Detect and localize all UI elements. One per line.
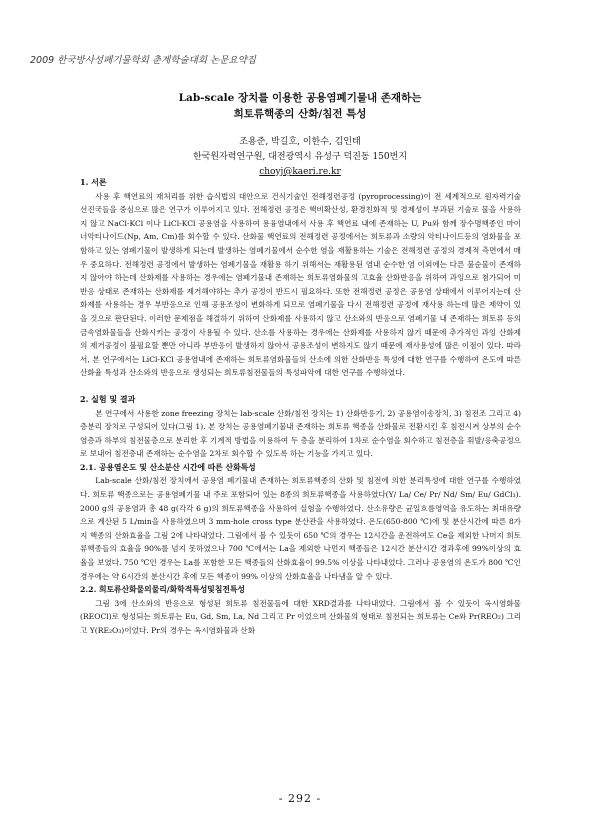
section-1-heading: 1. 서론: [80, 177, 107, 187]
title-block: [0, 90, 600, 122]
paper-body: [80, 176, 521, 638]
author-list: 조용준, 박길호, 이한수, 김인태: [239, 137, 361, 147]
section-2-paragraph: 본 연구에서 사용한 zone freezing 장치는 lab-scale 산화/침전 장치는 1) 산화반응기, 2) 공용염이송장치, 3) 침전조 그리고 4) 층분리 장치로 구성되어 있다(그림 1). 본 장치는 공용염폐기물내 존재하는 희토류 핵종을 산화물로 전환시킨 후 침전시켜 상부의 순수염층과 하부의 침전물층으로 분리한 후 기계적 방법을 이용하여 두 층을 분리하여 1차로 순수염을 회수하고 침전층을 휘발/응축공정으로 보내어 침전층내 존재하는 순수염을 2차로 회수할 수 있도록 하는 기능을 가지고 있다.: [80, 408, 521, 459]
author-email: choyj@kaeri.re.kr: [259, 167, 341, 177]
section-1-paragraph: 사용 후 핵연료의 재처리를 위한 습식법의 대안으로 건식기술인 전해정련공정 (pyroprocessing)이 전 세계적으로 원자력기술 선진국들을 중심으로 많은 연구가 이루어지고 있다. 전해정련 공정은 핵비확산성, 환경친화적 및 경제성이 부과된 기술로 물을 사용하지 않고 NaCl-KCl 이나 LiCl-KCl 공용염을 사용하여 용융염내에서 사용 후 핵연료 내에 존재하는 U, Pu와 함께 장수명핵종인 마이너악티나이드(Np, Am, Cm)를 회수할 수 있다. 산화물 핵연료의 전해정련 공정에서는 희토류과 소량의 악티나이드등의 염화물을 포함하고 있는 염폐기물이 발생하게 되는데 발생하는 염폐기물에서 순수한 염을 재활용하는 기술은 전해정련 공정의 경제적 측면에서 매우 중요하다. 전해정련 공정에서 발생하는 염폐기물을 재활용 하기 위해서는 재활용된 염내 순수한 염 이외에는 다른 불순물이 존재하지 않아야 하는데 산화제를 사용하는 경우에는 염폐기물내 존재하는 희토류염화물의 고효율 산화반응을 위하여 과잉으로 첨가되어 미반응 상태로 존재하는 산화제를 제거해야하는 추가 공정이 반드시 필요하다. 또한 전해정련 공정은 공용염 상태에서 이루어지는데 산화제를 사용하는 경우 부반응으로 인해 공용조성이 변화하게 되므로 염폐기물을 다시 전해정련 공정에 재사용 하는데 많은 제약이 있을 것으로 판단된다. 이러한 문제점을 해결하기 위하여 산화제를 사용하지 않고 산소와의 반응으로 염폐기물 내 존재하는 희토류 등의 금속염화물들을 산화시키는 공정이 사용될 수 있다. 산소를 사용하는 경우에는 산화제를 사용하지 않기 때문에 추가적인 과잉 산화제의 제거공정이 불필요할 뿐만 아니라 부반응이 발생하지 않아서 공용조성이 변하지도 않기 때문에 재사용성에 많은 이점이 있다. 따라서, 본 연구에서는 LiCl-KCl 공용염내에 존재하는 희토류염화물들의 산소에 의한 산화반응 특성에 대한 연구를 수행하여 온도에 따른 산화율 특성과 산소와의 반응으로 생성되는 희토류침전물들의 특성파악에 대한 연구를 수행하였다.: [80, 191, 521, 378]
subsection-2-1-paragraph: Lab-scale 산화/침전 장치에서 공용염 폐기물내 존재하는 희토류핵종의 산화 및 침전에 의한 분리특성에 대한 연구를 수행하였다. 희토류 핵종으로는 공용염폐기물 내 주로 포함되어 있는 8종의 희토류핵종을 사용하였다(Y/ La/ Ce/ Pr/ Nd/ Sm/ Eu/ GdCl₃). 2000 g의 공용염과 총 48 g(각각 6 g)의 희토류핵종을 사용하여 실험을 수행하였다. 산소유량은 균일흐름영역을 유도하는 최대유량으로 계산된 5 L/min을 사용하였으며 3 mm-hole cross type 분산관을 사용하였다. 온도(650-800 ℃)에 및 분산시간에 따른 8가지 핵종의 산화효율을 그림 2에 나타내었다. 그림에서 볼 수 있듯이 650 ℃의 경우는 12시간을 운전하여도 Ce을 제외한 나머지 희토류핵종들의 효율을 90%를 넘지 못하였으나 700 ℃에서는 La을 제외한 나먼지 핵종들은 12시간 분산시간 경과후에 99%이상의 효율을 보였다. 750 ℃인 경우는 La를 포함한 모든 핵종들의 산화효율이 99.5% 이상을 나타내었다. 그러나 공용염의 온도가 800 ℃인 경우에는 약 6시간의 분산시간 후에 모든 핵종이 99% 이상의 산화효율을 나타냄을 알 수 있다.: [80, 476, 521, 581]
page-number: - 292 -: [278, 792, 322, 805]
running-header: 2009 한국방사성폐기물학회 춘계학술대회 논문요약집: [30, 55, 256, 66]
subsection-2-2-paragraph: 그림 3에 산소와의 반응으로 형성된 희토류 침전물들에 대한 XRD결과를 나타내었다. 그림에서 볼 수 있듯이 옥시염화물(REOCl)로 형성되는 희토류는 Eu, Gd, Sm, La, Nd 그리고 Pr 이었으며 산화물의 형태로 침전되는 희토류는 Ce와 Pr(REO₂) 그리고 Y(RE₂O₃)이었다. Pr의 경우는 옥시염화물과 산화: [80, 598, 521, 635]
affiliation: 한국원자력연구원, 대전광역시 유성구 덕진동 150번지: [192, 152, 408, 162]
subsection-2-2-heading: 2.2. 희토류산화물의물리/화학적특성및침전특성: [80, 585, 245, 595]
subsection-2-1-heading: 2.1. 공용염온도 및 산소분산 시간에 따른 산화특성: [80, 462, 256, 472]
paper-title-line-1: Lab-scale 장치를 이용한 공용염폐기물내 존재하는: [178, 92, 422, 104]
authors-block: [0, 135, 600, 180]
section-2-heading: 2. 실험 및 결과: [80, 393, 136, 404]
paper-title-line-2: 희토류핵종의 산화/침전 특성: [233, 108, 367, 120]
